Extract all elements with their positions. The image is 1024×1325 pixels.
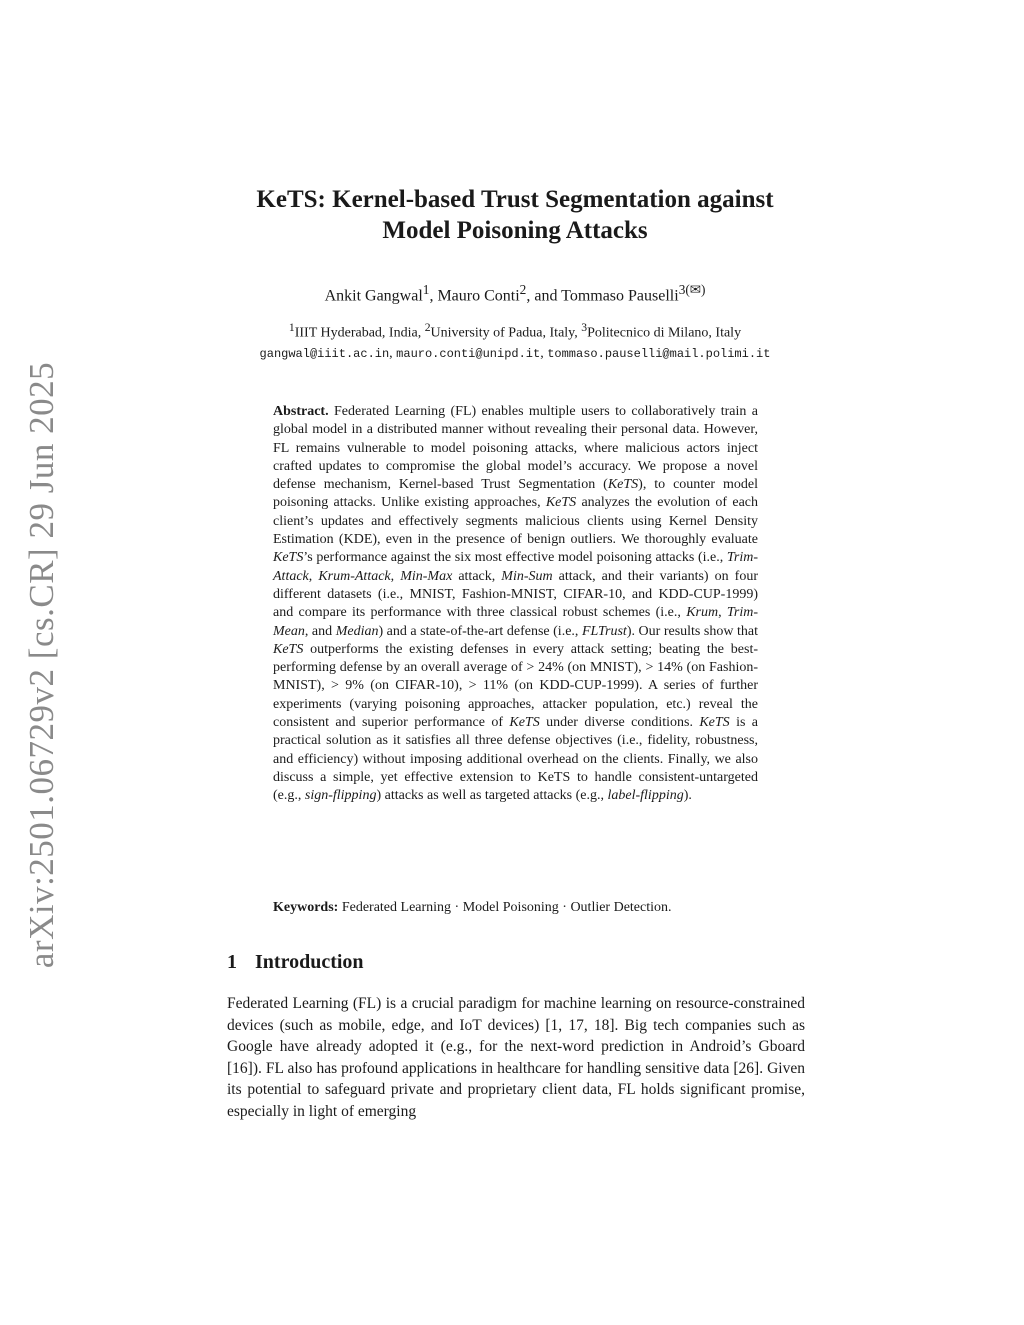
abstract-term: Krum xyxy=(686,605,719,621)
abstract-text: outperforms the existing defenses in every attack setting; beating the best-performing defense by an overall average of > 24% (on MNIST), > 14% (on Fashion-MNIST), > 9% (on CIFAR-10), > 11% (on KDD-CUP-1999). A series of further experiments (varying poisoning approaches, attacker population, etc.) reveal the consistent and superior performance of xyxy=(273,641,758,731)
abstract-text: analyzes the evolution of each client’s updates and effectively segments malicious clients using Kernel Density Estimation (KDE), even in the presence of benign outliers. We thoroughly evaluate xyxy=(273,495,759,548)
title-line-1: KeTS: Kernel-based Trust Segmentation against xyxy=(256,186,774,213)
abstract-text: attack, and their variants) on four different datasets (i.e., MNIST, Fashion-MNIST, CIFAR-10, and KDD-CUP-1999) and compare its performance with three classical robust schemes (i.e., xyxy=(273,568,758,621)
affil-name: University of Padua, Italy xyxy=(430,325,575,341)
keywords-text: Federated Learning · Model Poisoning · Outlier Detection. xyxy=(341,900,672,915)
abstract-text: attack, xyxy=(452,568,502,584)
abstract-term: Krum-Attack xyxy=(318,568,391,584)
abstract: Abstract. Federated Learning (FL) enables multiple users to collaboratively train a global model in a distributed manner without revealing their personal data. However, FL remains vulnerable to model poisoning attacks, where malicious actors inject crafted updates to compromise the global model’s accuracy. We propose a novel defense mechanism, Kernel-based Trust Segmentation (KeTS), to counter model poisoning attacks. Unlike existing approaches, KeTS analyzes the evolution of each client’s updates and effectively segments malicious clients using Kernel Density Estimation (KDE), even in the presence of benign outliers. We thoroughly evaluate KeTS’s performance against the six most effective model poisoning attacks (i.e., Trim-Attack, Krum-Attack, Min-Max attack, Min-Sum attack, and their variants) on four different datasets (i.e., MNIST, Fashion-MNIST, CIFAR-10, and KDD-CUP-1999) and compare its performance with three classical robust schemes (i.e., Krum, Trim-Mean, and Median) and a state-of-the-art defense (i.e., FLTrust). Our results show that KeTS outperforms the existing defenses in every attack setting; beating the best-performing defense by an overall average of > 24% (on MNIST), > 14% (on Fashion-MNIST), > 9% (on CIFAR-10), > 11% (on KDD-CUP-1999). A series of further experiments (varying poisoning approaches, attacker population, etc.) reveal the consistent and superior performance of KeTS under diverse conditions. KeTS is a practical solution as it satisfies all three defense objectives (i.e., fidelity, robustness, and efficiency) without imposing additional overhead on the clients. Finally, we also discuss a simple, yet effective extension to KeTS to handle consistent-untargeted (e.g., sign-flipping) attacks as well as targeted attacks (e.g., label-flipping). xyxy=(273,404,759,804)
affiliations xyxy=(200,318,830,364)
abstract-text: ’s performance against the six most effective model poisoning attacks (i.e., xyxy=(303,550,727,566)
email-link[interactable]: tommaso.pauselli@mail.polimi.it xyxy=(547,346,771,361)
intro-body xyxy=(227,993,805,1123)
abstract-text: under diverse conditions. xyxy=(539,715,700,731)
section-title: Introduction xyxy=(255,951,364,973)
section-number: 1 xyxy=(227,951,237,973)
abstract-term: Min-Max xyxy=(400,568,453,584)
abstract-term: Trim-Attack xyxy=(273,550,758,584)
author-name: Tommaso Pauselli xyxy=(561,287,679,305)
paper-title xyxy=(200,184,830,246)
affil-name: Politecnico di Milano, Italy xyxy=(587,325,742,341)
affil-mark: 1 xyxy=(288,321,295,334)
abstract-term: sign-flipping xyxy=(304,788,377,804)
arxiv-stamp: arXiv:2501.06729v2 [cs.CR] 29 Jun 2025 xyxy=(22,361,61,969)
abstract-text: Federated Learning (FL) enables multiple users to collaboratively train a global model in a distributed manner without revealing their personal data. However, FL remains vulnerable to model poisoning attacks, where malicious actors inject crafted updates to compromise the global model’s accuracy. We propose a novel defense mechanism, Kernel-based Trust Segmentation ( xyxy=(273,404,758,493)
affiliation-line: $^1$IIIT Hyderabad, India, $^2$University of Padua, Italy, $^3$Politecnico di Milano, Italy xyxy=(288,321,742,341)
email-link[interactable]: gangwal@iiit.ac.in xyxy=(259,346,390,361)
author-name: Mauro Conti xyxy=(437,287,520,305)
abstract-text: ). Our results show that xyxy=(626,623,758,639)
title-line-2: Model Poisoning Attacks xyxy=(382,217,648,244)
section-heading xyxy=(227,951,364,974)
abstract-label: Abstract. xyxy=(273,404,329,419)
affil-mark: 2 xyxy=(424,321,431,334)
author-affil-mark: 3(✉) xyxy=(678,282,706,297)
email-line: gangwal@iiit.ac.in, mauro.conti@unipd.it, tommaso.pauselli@mail.polimi.it xyxy=(259,345,771,361)
keywords xyxy=(273,900,758,916)
email-link[interactable]: mauro.conti@unipd.it xyxy=(396,346,541,361)
abstract-text: ), to counter model poisoning attacks. Unlike existing approaches, xyxy=(273,477,759,511)
abstract-term: KeTS xyxy=(607,477,639,493)
author-affil-mark: 1 xyxy=(422,282,430,297)
abstract-term: KeTS xyxy=(273,550,304,566)
abstract-text: ) and a state-of-the-art defense (i.e., xyxy=(378,623,582,639)
abstract-term: KeTS xyxy=(545,495,577,511)
affil-name: IIIT Hyderabad, India xyxy=(294,325,418,341)
abstract-term: label-flipping xyxy=(607,788,684,804)
affil-mark: 3 xyxy=(581,321,588,334)
abstract-term: KeTS xyxy=(699,715,730,731)
abstract-term: Median xyxy=(335,623,379,639)
abstract-text: ) attacks as well as targeted attacks (e.g., xyxy=(376,788,608,804)
author-list: Ankit Gangwal$^1$, Mauro Conti$^2$, and Tommaso Pauselli$^{3(✉)}$ xyxy=(324,282,706,305)
keywords-label: Keywords: xyxy=(273,900,339,915)
author-affil-mark: 2 xyxy=(519,282,527,297)
abstract-term: Min-Sum xyxy=(501,568,553,584)
intro-paragraph: Federated Learning (FL) is a crucial paradigm for machine learning on resource-constrained devices (such as mobile, edge, and IoT devices) [1, 17, 18]. Big tech companies such as Google have already adopted it (e.g., for the next-word prediction in Android’s Gboard [16]). FL also has profound applications in healthcare for handling sensitive data [26]. Given its potential to safeguard private and proprietary client data, FL holds significant promise, especially in light of emerging xyxy=(227,995,805,1120)
abstract-term: KeTS xyxy=(273,641,304,657)
abstract-term: KeTS xyxy=(509,715,540,731)
abstract-text: ). xyxy=(683,788,692,804)
author-name: Ankit Gangwal xyxy=(324,287,423,305)
abstract-term: Trim-Mean xyxy=(273,605,759,639)
abstract-text: is a practical solution as it satisfies all three defense objectives (i.e., fidelity, robustness, and efficiency) without imposing additional overhead on the clients. Finally, we also discuss a simple, yet effective extension to KeTS to handle consistent-untargeted (e.g., xyxy=(273,715,758,804)
abstract-term: FLTrust xyxy=(581,623,627,639)
